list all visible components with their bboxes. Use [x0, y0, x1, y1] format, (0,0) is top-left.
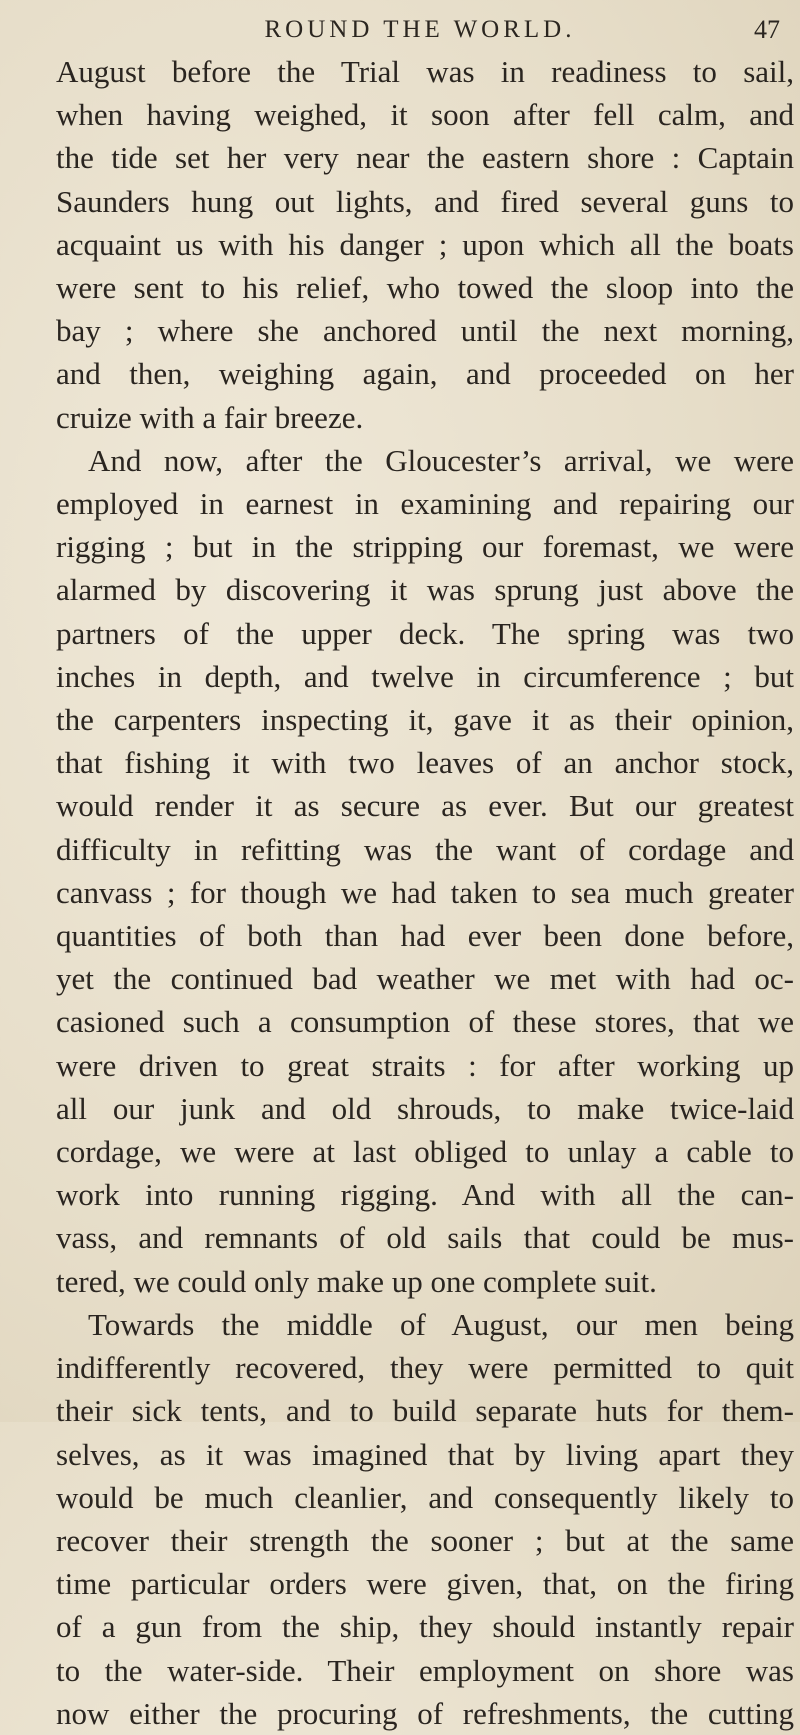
text-line: would be much cleanlier, and consequently likely to: [56, 1479, 794, 1515]
text-line: and then, weighing again, and proceeded on her: [56, 356, 794, 392]
text-line: acquaint us with his danger ; upon which all the boats: [56, 226, 794, 262]
text-line: Towards the middle of August, our men being: [88, 1306, 794, 1342]
text-line: recover their strength the sooner ; but at the same: [56, 1522, 794, 1558]
text-line: tered, we could only make up one complete suit.: [56, 1263, 657, 1299]
text-line: when having weighed, it soon after fell calm, and: [56, 97, 794, 133]
text-line: cruize with a fair breeze.: [56, 399, 364, 435]
text-line: all our junk and old shrouds, to make twice-laid: [56, 1090, 794, 1126]
text-line: their sick tents, and to build separate huts for them-: [56, 1393, 794, 1429]
text-line: bay ; where she anchored until the next morning,: [56, 313, 794, 349]
text-line: cordage, we were at last obliged to unlay a cable to: [56, 1134, 794, 1170]
text-line: to the water-side. Their employment on shore was: [56, 1652, 794, 1688]
text-line: of a gun from the ship, they should instantly repair: [56, 1609, 794, 1645]
text-line: alarmed by discovering it was sprung just above the: [56, 572, 794, 608]
text-line: selves, as it was imagined that by living apart they: [56, 1436, 794, 1472]
text-line: difficulty in refitting was the want of cordage and: [56, 831, 794, 867]
body-text: [56, 50, 794, 1735]
text-line: inches in depth, and twelve in circumference ; but: [56, 658, 794, 694]
text-line: the tide set her very near the eastern shore : Captain: [56, 140, 794, 176]
text-line: And now, after the Gloucester’s arrival, we were: [88, 442, 794, 478]
running-head: [60, 8, 780, 52]
text-line: August before the Trial was in readiness to sail,: [56, 54, 794, 89]
text-line: quantities of both than had ever been done before,: [56, 918, 794, 954]
page-number: 47: [754, 15, 780, 44]
running-head-title: ROUND THE WORLD.: [264, 16, 576, 43]
text-line: that fishing it with two leaves of an anchor stock,: [56, 745, 794, 781]
text-line: partners of the upper deck. The spring was two: [56, 615, 794, 651]
text-line: rigging ; but in the stripping our foremast, we were: [56, 529, 794, 565]
text-line: yet the continued bad weather we met with had oc-: [56, 961, 794, 997]
text-line: work into running rigging. And with all the can-: [56, 1177, 794, 1213]
text-line: now either the procuring of refreshments, the cutting: [56, 1695, 794, 1731]
text-line: vass, and remnants of old sails that could be mus-: [56, 1220, 794, 1256]
text-line: indifferently recovered, they were permitted to quit: [56, 1350, 794, 1386]
text-line: casioned such a consumption of these stores, that we: [56, 1004, 794, 1040]
text-line: were driven to great straits : for after working up: [56, 1047, 794, 1083]
text-line: would render it as secure as ever. But our greatest: [56, 788, 794, 824]
text-line: time particular orders were given, that, on the firing: [56, 1566, 794, 1602]
text-line: canvass ; for though we had taken to sea much greater: [56, 874, 794, 910]
text-line: the carpenters inspecting it, gave it as their opinion,: [56, 702, 794, 738]
text-line: Saunders hung out lights, and fired several guns to: [56, 183, 794, 219]
text-line: were sent to his relief, who towed the sloop into the: [56, 270, 794, 306]
text-line: employed in earnest in examining and repairing our: [56, 486, 794, 522]
